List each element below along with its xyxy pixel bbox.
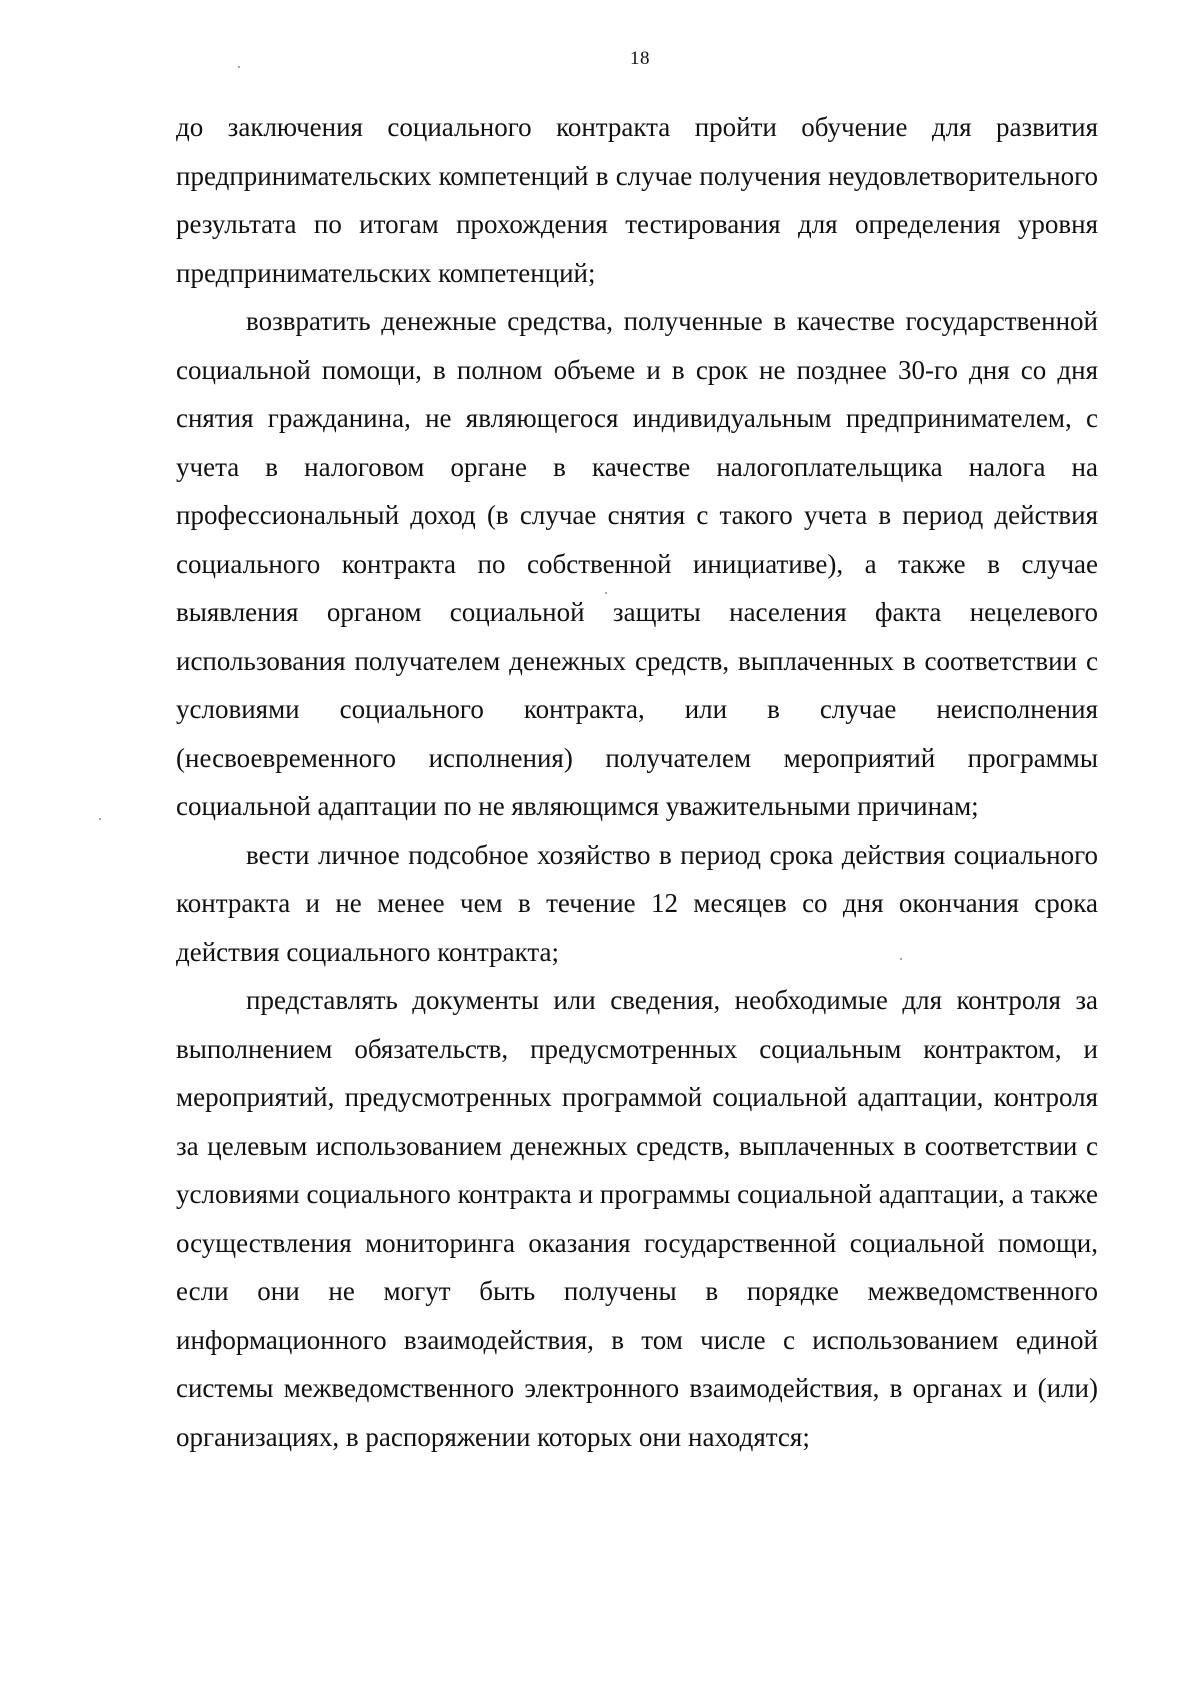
paragraph-household: вести личное подсобное хозяйство в период срока действия социального контракта и не менее чем в течение 12 месяцев со дня окончания срока действия социального контракта; [176,839,1098,967]
paragraph-return-funds: возвратить денежные средства, полученные в качестве государственной социальной помощи, в полном объеме и в срок не позднее 30-го дня со дня снятия гражданина, не являющегося индивидуальным предпринимателем, с учета в налоговом органе в качестве налогоплательщика налога на профессиональный доход (в случае снятия с такого учета в период действия социального контракта по собственной инициативе), а также в случае выявления органом социальной защиты населения факта нецелевого использования получателем денежных средств, выплаченных в соответствии с условиями социального контракта, или в случае неисполнения (несвоевременного исполнения) получателем мероприятий программы социальной адаптации по не являющимся уважительными причинам; [176,306,1098,821]
page-number: 18 [630,48,650,69]
paragraph-continued: до заключения социального контракта пройти обучение для развития предпринимательских компетенций в случае получения неудовлетворительного результата по итогам прохождения тестирования для определения уровня предпринимательских компетенций; [176,112,1098,288]
paragraph-documents: представлять документы или сведения, необходимые для контроля за выполнением обязательств, предусмотренных социальным контрактом, и мероприятий, предусмотренных программой социальной адаптации, контроля за целевым использованием денежных средств, выплаченных в соответствии с условиями социального контракта и программы социальной адаптации, а также осуществления мониторинга оказания государственной социальной помощи, если они не могут быть получены в порядке межведомственного информационного взаимодействия, в том числе с использованием единой системы межведомственного электронного взаимодействия, в органах и (или) организациях, в распоряжении которых они находятся; [176,985,1098,1452]
scan-speck [99,818,101,820]
scan-speck [238,66,240,68]
document-body [176,103,1098,1461]
